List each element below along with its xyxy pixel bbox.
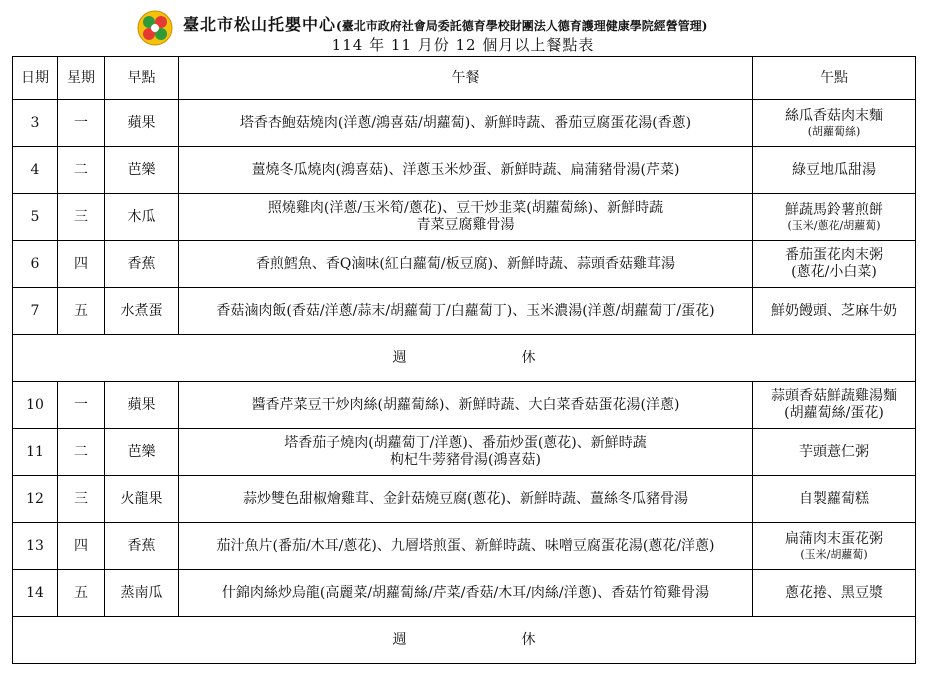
lunch-line: 醬香芹菜豆干炒肉絲(胡蘿蔔絲)、新鮮時蔬、大白菜香菇蛋花湯(洋蔥) <box>251 396 680 413</box>
lunch-cell <box>179 570 753 617</box>
table-row <box>13 241 916 288</box>
breakfast-cell: 蘋果 <box>105 100 179 147</box>
lunch-cell <box>179 241 753 288</box>
snack-line: 芋頭薏仁粥 <box>799 443 869 460</box>
date-cell: 12 <box>13 476 58 523</box>
weekend-cell <box>13 335 916 382</box>
date-cell: 13 <box>13 523 58 570</box>
snack-note: (玉米/蔥花/胡蘿蔔) <box>787 218 881 232</box>
snack-note: (玉米/胡蘿蔔) <box>800 547 868 561</box>
breakfast-cell: 蘋果 <box>105 382 179 429</box>
table-row <box>13 288 916 335</box>
lunch-line: 香菇滷肉飯(香菇/洋蔥/蒜末/胡蘿蔔丁/白蘿蔔丁)、玉米濃湯(洋蔥/胡蘿蔔丁/蛋花) <box>216 302 715 319</box>
lunch-line: 什錦肉絲炒烏龍(高麗菜/胡蘿蔔絲/芹菜/香菇/木耳/肉絲/洋蔥)、香菇竹筍雞骨湯 <box>221 584 710 601</box>
lunch-cell <box>179 100 753 147</box>
col-header-lunch: 午餐 <box>179 57 753 100</box>
table-header-row <box>13 57 916 100</box>
snack-line: 綠豆地瓜甜湯 <box>792 161 876 178</box>
breakfast-cell: 香蕉 <box>105 523 179 570</box>
weekday-cell: 五 <box>58 288 105 335</box>
snack-line: 蒜頭香菇鮮蔬雞湯麵 <box>771 388 897 404</box>
snack-line: 鮮蔬馬鈴薯煎餅 <box>785 201 883 218</box>
weekday-cell: 二 <box>58 429 105 476</box>
snack-note: (胡蘿蔔絲/蛋花) <box>784 405 884 421</box>
weekday-cell: 三 <box>58 194 105 241</box>
table-row <box>13 429 916 476</box>
lunch-line: 茄汁魚片(番茄/木耳/蔥花)、九層塔煎蛋、新鮮時蔬、味噌豆腐蛋花湯(蔥花/洋蔥) <box>216 537 715 554</box>
date-cell: 7 <box>13 288 58 335</box>
lunch-cell <box>179 523 753 570</box>
snack-cell <box>753 382 916 429</box>
table-row <box>13 382 916 429</box>
snack-cell <box>753 523 916 570</box>
snack-cell <box>753 570 916 617</box>
lunch-cell <box>179 382 753 429</box>
date-cell: 6 <box>13 241 58 288</box>
table-row <box>13 523 916 570</box>
lunch-line: 蒜炒雙色甜椒燴雞茸、金針菇燒豆腐(蔥花)、新鮮時蔬、薑絲冬瓜豬骨湯 <box>243 490 688 507</box>
page-subtitle: 114 年 11 月份 12 個月以上餐點表 <box>331 36 595 54</box>
table-row <box>13 570 916 617</box>
page-title <box>183 12 707 35</box>
lunch-cell <box>179 147 753 194</box>
snack-cell <box>753 288 916 335</box>
organizer-note: (臺北市政府社會局委託德育學校財團法人德育護理健康學院經營管理) <box>336 19 708 33</box>
date-cell: 11 <box>13 429 58 476</box>
weekend-label-right: 休 <box>521 631 536 648</box>
col-header-breakfast: 早點 <box>105 57 179 100</box>
lunch-line: 薑燒冬瓜燒肉(鴻喜菇)、洋蔥玉米炒蛋、新鮮時蔬、扁蒲豬骨湯(芹菜) <box>251 161 680 178</box>
snack-cell <box>753 147 916 194</box>
lunch-line: 塔香杏鮑菇燒肉(洋蔥/鴻喜菇/胡蘿蔔)、新鮮時蔬、番茄豆腐蛋花湯(香蔥) <box>239 114 692 131</box>
snack-cell <box>753 194 916 241</box>
snack-line: 蔥花捲、黑豆漿 <box>785 584 883 601</box>
center-name: 臺北市松山托嬰中心 <box>183 15 337 34</box>
weekday-cell: 一 <box>58 382 105 429</box>
weekday-cell: 四 <box>58 241 105 288</box>
lunch-cell <box>179 288 753 335</box>
lunch-cell <box>179 476 753 523</box>
breakfast-cell: 蒸南瓜 <box>105 570 179 617</box>
lunch-line: 香煎鱈魚、香Q滷味(紅白蘿蔔/板豆腐)、新鮮時蔬、蒜頭香菇雞茸湯 <box>255 255 676 272</box>
snack-cell <box>753 241 916 288</box>
page-header <box>0 0 926 56</box>
snack-line: 番茄蛋花肉末粥 <box>785 247 883 263</box>
snack-line: 扁蒲肉末蛋花粥 <box>785 530 883 547</box>
breakfast-cell: 香蕉 <box>105 241 179 288</box>
weekend-row <box>13 335 916 382</box>
snack-cell <box>753 429 916 476</box>
snack-line: 自製蘿蔔糕 <box>799 490 869 507</box>
date-cell: 3 <box>13 100 58 147</box>
snack-cell <box>753 476 916 523</box>
snack-cell <box>753 100 916 147</box>
col-header-date: 日期 <box>13 57 58 100</box>
weekday-cell: 三 <box>58 476 105 523</box>
table-row <box>13 147 916 194</box>
snack-note: (蔥花/小白菜) <box>791 264 877 280</box>
breakfast-cell: 水煮蛋 <box>105 288 179 335</box>
breakfast-cell: 芭樂 <box>105 429 179 476</box>
weekday-cell: 二 <box>58 147 105 194</box>
lunch-line: 塔香茄子燒肉(胡蘿蔔丁/洋蔥)、番茄炒蛋(蔥花)、新鮮時蔬 <box>284 435 647 451</box>
lunch-line: 照燒雞肉(洋蔥/玉米筍/蔥花)、豆干炒韭菜(胡蘿蔔絲)、新鮮時蔬 <box>267 200 664 216</box>
snack-line: 絲瓜香菇肉末麵 <box>785 107 883 124</box>
date-cell: 4 <box>13 147 58 194</box>
col-header-weekday: 星期 <box>58 57 105 100</box>
weekday-cell: 四 <box>58 523 105 570</box>
weekend-row <box>13 617 916 664</box>
lunch-cell <box>179 429 753 476</box>
table-row <box>13 100 916 147</box>
col-header-snack: 午點 <box>753 57 916 100</box>
snack-line: 鮮奶饅頭、芝麻牛奶 <box>771 302 897 319</box>
date-cell: 5 <box>13 194 58 241</box>
lunch-cell <box>179 194 753 241</box>
breakfast-cell: 芭樂 <box>105 147 179 194</box>
weekend-label-left: 週 <box>392 349 407 366</box>
lunch-line-2: 青菜豆腐雞骨湯 <box>416 217 515 233</box>
weekend-label-right: 休 <box>521 349 536 366</box>
weekday-cell: 五 <box>58 570 105 617</box>
snack-note: (胡蘿蔔絲) <box>807 124 861 138</box>
weekend-cell <box>13 617 916 664</box>
weekend-label-left: 週 <box>392 631 407 648</box>
meal-table <box>12 56 916 664</box>
table-row <box>13 476 916 523</box>
breakfast-cell: 木瓜 <box>105 194 179 241</box>
date-cell: 10 <box>13 382 58 429</box>
table-row <box>13 194 916 241</box>
weekday-cell: 一 <box>58 100 105 147</box>
date-cell: 14 <box>13 570 58 617</box>
breakfast-cell: 火龍果 <box>105 476 179 523</box>
lunch-line-2: 枸杞牛蒡豬骨湯(鴻喜菇) <box>390 452 541 468</box>
